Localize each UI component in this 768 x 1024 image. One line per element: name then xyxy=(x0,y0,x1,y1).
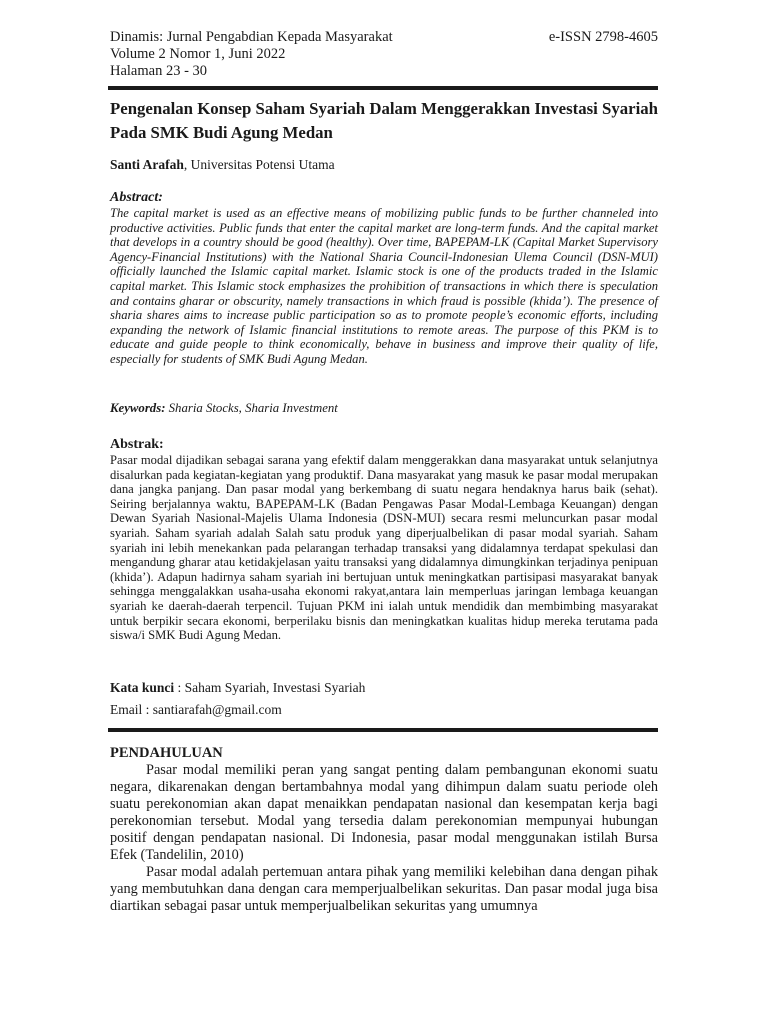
keywords-indonesian xyxy=(110,680,365,696)
keywords-english xyxy=(110,401,338,416)
author-name: Santi Arafah xyxy=(110,157,184,172)
abstract-indonesian xyxy=(110,437,658,643)
abstrak-text: Pasar modal dijadikan sebagai sarana yang efektif dalam menggerakkan dana masyarakat untuk selanjutnya disalurkan pada kegiatan-kegiatan yang produktif. Dana masyarakat yang masuk ke pasar modal merupakan dana jangka panjang. Dan pasar modal yang berkembang di suatu negara hendaknya harus baik (sehat). Seiring berjalannya waktu, BAPEPAM-LK (Badan Pengawas Pasar Modal-Lembaga Keuangan) dengan Dewan Syariah Nasional-Majelis Ulama Indonesia (DSN-MUI) secara resmi meluncurkan pasar modal syariah. Saham syariah adalah Salah satu produk yang diperjualbelikan di pasar modal syariah. Saham syariah ini lebih menekankan pada pelarangan terhadap transaksi yang didalamnya terdapat spekulasi dan mengandung gharar atau ketidakjelasan yaitu transaksi yang didalamnya dimungkinkan terjadinya penipuan (khida’). Adapun hadirnya saham syariah ini bertujuan untuk meningkatkan partisipasi masyarakat banyak sehingga menggalakkan usaha-usaha ekonomi rakyat,antara lain memperluas jaringan lembaga keuangan syariah ke daerah-daerah terpencil. Tujuan PKM ini ialah untuk mendidik dan membimbing masyarakat untuk berpikir secara ekonomi, berperilaku bisnis dan meningkatkan kualitas hidup mereka terutama pada siswa/i SMK Budi Agung Medan. xyxy=(110,453,658,643)
journal-volume: Volume 2 Nomor 1, Juni 2022 xyxy=(110,46,286,62)
author-email: Email : santiarafah@gmail.com xyxy=(110,702,282,717)
kata-kunci-label: Kata kunci xyxy=(110,680,175,695)
section-divider xyxy=(108,728,658,732)
journal-pages: Halaman 23 - 30 xyxy=(110,63,208,79)
header-divider xyxy=(108,86,658,90)
section-heading: PENDAHULUAN xyxy=(110,745,223,761)
paper-title: Pengenalan Konsep Saham Syariah Dalam Menggerakkan Investasi Syariah Pada SMK Budi Agung Medan xyxy=(110,99,658,142)
keywords-values: Sharia Stocks, Sharia Investment xyxy=(165,401,338,415)
author-affiliation: , Universitas Potensi Utama xyxy=(183,157,335,172)
journal-header xyxy=(110,29,658,80)
abstrak-heading: Abstrak: xyxy=(110,437,164,452)
body-paragraph: Pasar modal memiliki peran yang sangat penting dalam pembangunan ekonomi suatu negara, dikarenakan dengan bertambahnya modal yang dihimpun dalam suatu periode oleh suatu perekonomian akan dapat menaikkan pendapatan nasional dan kesempatan kerja bagi perekonomian tersebut. Modal yang tersedia dalam perekonomian mempunyai hubungan positif dengan pendapatan nasional. Di Indonesia, pasar modal menggunakan istilah Bursa Efek (Tandelilin, 2010) xyxy=(110,762,658,863)
introduction-section xyxy=(110,745,658,915)
abstract-english xyxy=(110,190,658,367)
author-line xyxy=(110,157,335,173)
journal-issn: e-ISSN 2798-4605 xyxy=(548,29,658,45)
keywords-label: Keywords: xyxy=(110,401,166,415)
abstract-text: The capital market is used as an effective means of mobilizing public funds to be further channeled into productive activities. Public funds that enter the capital market are long-term funds. And the capital market that develops in a country should be good (healthy). Over time, BAPEPAM-LK (Capital Market Supervisory Agency-Financial Institutions) with the National Sharia Council-Indonesian Ulema Council (DSN-MUI) officially launched the Islamic capital market. Islamic stock is one of the products traded in the Islamic capital market. This Islamic stock emphasizes the prohibition of transactions in which there is speculation and contains gharar or obscurity, namely transactions in which fraud is possible (khida’). The presence of sharia shares aims to increase public participation so as to promote people’s economic efforts, including expanding the network of Islamic financial institutions to remote areas. The purpose of this PKM is to educate and guide people to think economically, behave in business and improve their quality of life, especially for students of SMK Budi Agung Medan. xyxy=(110,206,658,366)
body-paragraph: Pasar modal adalah pertemuan antara pihak yang memiliki kelebihan dana dengan pihak yang membutuhkan dana dengan cara memperjualbelikan sekuritas. Dan pasar modal juga bisa diartikan sebagai pasar untuk memperjualbelikan sekuritas yang umumnya xyxy=(110,864,658,914)
kata-kunci-values: : Saham Syariah, Investasi Syariah xyxy=(174,680,366,695)
journal-name: Dinamis: Jurnal Pengabdian Kepada Masyarakat xyxy=(110,29,393,45)
abstract-heading: Abstract: xyxy=(110,190,163,205)
